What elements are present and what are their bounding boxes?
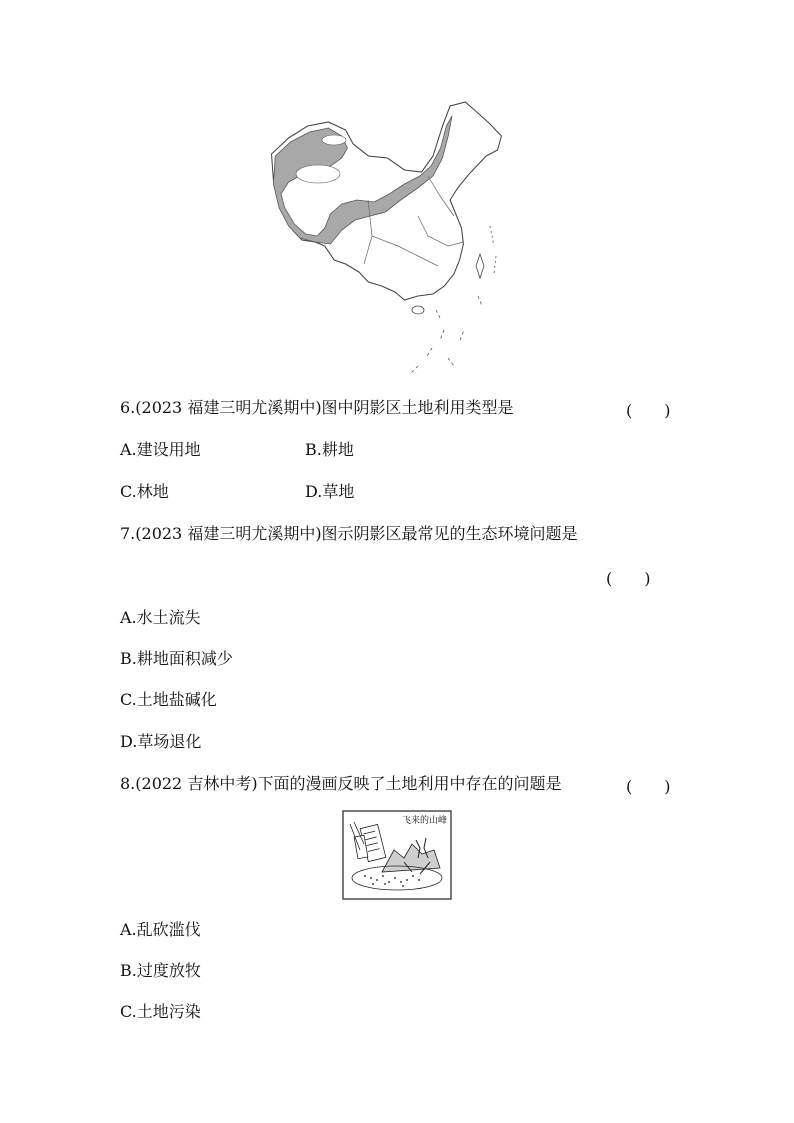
q6-answer-paren[interactable]: ( ) <box>626 401 671 420</box>
q6-stem: 6.(2023 福建三明尤溪期中)图中阴影区土地利用类型是 <box>120 398 514 417</box>
q6-option-d[interactable]: D.草地 <box>305 482 355 501</box>
hainan-island <box>412 306 424 314</box>
small-hole <box>322 135 346 145</box>
q7-option-a[interactable]: A.水土流失 <box>120 608 201 627</box>
q7-option-d[interactable]: D.草场退化 <box>120 732 202 751</box>
q7-stem: 7.(2023 福建三明尤溪期中)图示阴影区最常见的生态环境问题是 <box>120 524 578 543</box>
q8-option-a[interactable]: A.乱砍滥伐 <box>120 920 201 939</box>
cartoon-figure <box>342 810 452 900</box>
coast-dashes <box>490 226 496 274</box>
q8-answer-paren[interactable]: ( ) <box>626 777 671 796</box>
q8-option-b[interactable]: B.过度放牧 <box>120 961 201 980</box>
basin-hole <box>296 165 340 183</box>
q7-option-c[interactable]: C.土地盐碱化 <box>120 690 217 709</box>
taiwan-island <box>476 254 484 278</box>
q6-option-b[interactable]: B.耕地 <box>305 440 354 459</box>
q7-option-b[interactable]: B.耕地面积减少 <box>120 649 233 668</box>
q8-option-c[interactable]: C.土地污染 <box>120 1002 201 1021</box>
q7-answer-paren[interactable]: ( ) <box>606 569 651 588</box>
china-map-figure <box>268 96 508 386</box>
q6-option-a[interactable]: A.建设用地 <box>120 440 201 459</box>
q6-option-c[interactable]: C.林地 <box>120 482 169 501</box>
q8-stem: 8.(2022 吉林中考)下面的漫画反映了土地利用中存在的问题是 <box>120 774 562 793</box>
cartoon-title: 飞来的山峰 <box>402 816 448 826</box>
